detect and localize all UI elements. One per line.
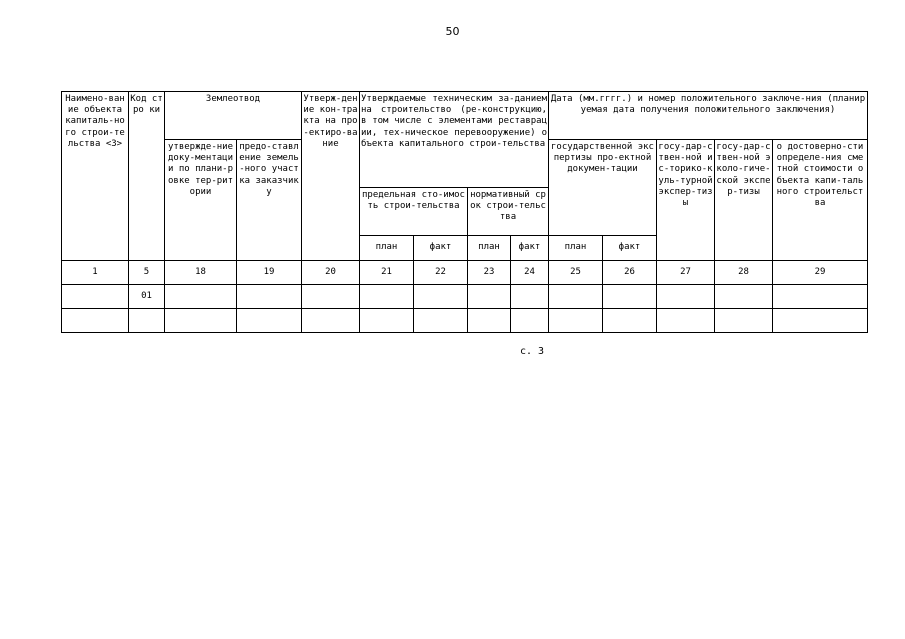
table-cell[interactable] [603,309,657,333]
table-cell[interactable] [603,285,657,309]
header-state-expertise: государственной экспертизы про-ектной докумен-тации [549,140,657,236]
table-cell[interactable] [237,309,302,333]
report-table [61,91,868,333]
table-cell[interactable] [773,285,868,309]
table-cell[interactable] [549,285,603,309]
column-number: 28 [715,261,773,285]
header-ecological-expertise: госу-дар-ствен-ной эколо-гиче-ской экспер-тизы [715,140,773,261]
header-cost-reliability: о достоверно-сти определе-ния сметной стоимости объекта капи-тального строительства [773,140,868,261]
table-cell[interactable] [302,285,360,309]
table-cell[interactable] [165,285,237,309]
table-cell[interactable] [360,309,414,333]
column-number: 29 [773,261,868,285]
column-number-row [62,261,868,285]
header-row-code: Код стро ки [129,92,165,261]
header-cost-limit: предельная сто-имость строи-тельства [360,188,468,236]
row-code-cell: 01 [129,285,165,309]
table-cell[interactable] [414,309,468,333]
header-technical-assignment: Утверждаемые техническим за-данием на строительство (ре-конструкцию, в том числе с элементами реставрации, тех-ническое перевооружение) объекта капитального строи-тельства [360,92,549,188]
table-cell[interactable] [773,309,868,333]
column-number: 24 [511,261,549,285]
header-state-exp-plan: план [549,236,603,261]
header-construction-term: нормативный срок строи-тельства [468,188,549,236]
header-design-contract: Утверж-дение кон-тракта на про-ектиро-вание [302,92,360,261]
table-cell[interactable] [129,309,165,333]
table-row [62,285,868,309]
table-cell[interactable] [511,285,549,309]
column-number: 1 [62,261,129,285]
table-cell[interactable] [657,285,715,309]
table-cell[interactable] [715,285,773,309]
table-cell[interactable] [414,285,468,309]
table-cell[interactable] [62,309,129,333]
table-row [62,309,868,333]
page-continuation-ref: с. 3 [520,346,545,357]
header-cost-plan: план [360,236,414,261]
header-land-allotment: Землеотвод [165,92,302,140]
header-cost-fact: факт [414,236,468,261]
table-cell[interactable] [511,309,549,333]
column-number: 25 [549,261,603,285]
table-cell[interactable] [549,309,603,333]
table-cell[interactable] [237,285,302,309]
header-territory-planning: утвержде-ние доку-ментации по плани-ровке тер-ритории [165,140,237,261]
header-state-exp-fact: факт [603,236,657,261]
table-cell[interactable] [360,285,414,309]
column-number: 21 [360,261,414,285]
header-object-name: Наимено-вание объекта капиталь-ного строи-тельства <3> [62,92,129,261]
header-term-plan: план [468,236,511,261]
column-number: 19 [237,261,302,285]
table-cell[interactable] [657,309,715,333]
table-cell[interactable] [715,309,773,333]
column-number: 27 [657,261,715,285]
column-number: 22 [414,261,468,285]
column-number: 18 [165,261,237,285]
column-number: 23 [468,261,511,285]
header-land-provision: предо-ставление земель-ного участка заказчику [237,140,302,261]
header-term-fact: факт [511,236,549,261]
page-number: 50 [445,25,460,38]
column-number: 5 [129,261,165,285]
header-historical-expertise: госу-дар-ствен-ной ис-торико-куль-турной экспер-тизы [657,140,715,261]
column-number: 20 [302,261,360,285]
table-cell[interactable] [62,285,129,309]
table-cell[interactable] [302,309,360,333]
table-cell[interactable] [468,309,511,333]
table-cell[interactable] [165,309,237,333]
column-number: 26 [603,261,657,285]
header-expertise-date: Дата (мм.гггг.) и номер положительного заключе-ния (планируемая дата получения положительного заключения) [549,92,868,140]
table-cell[interactable] [468,285,511,309]
